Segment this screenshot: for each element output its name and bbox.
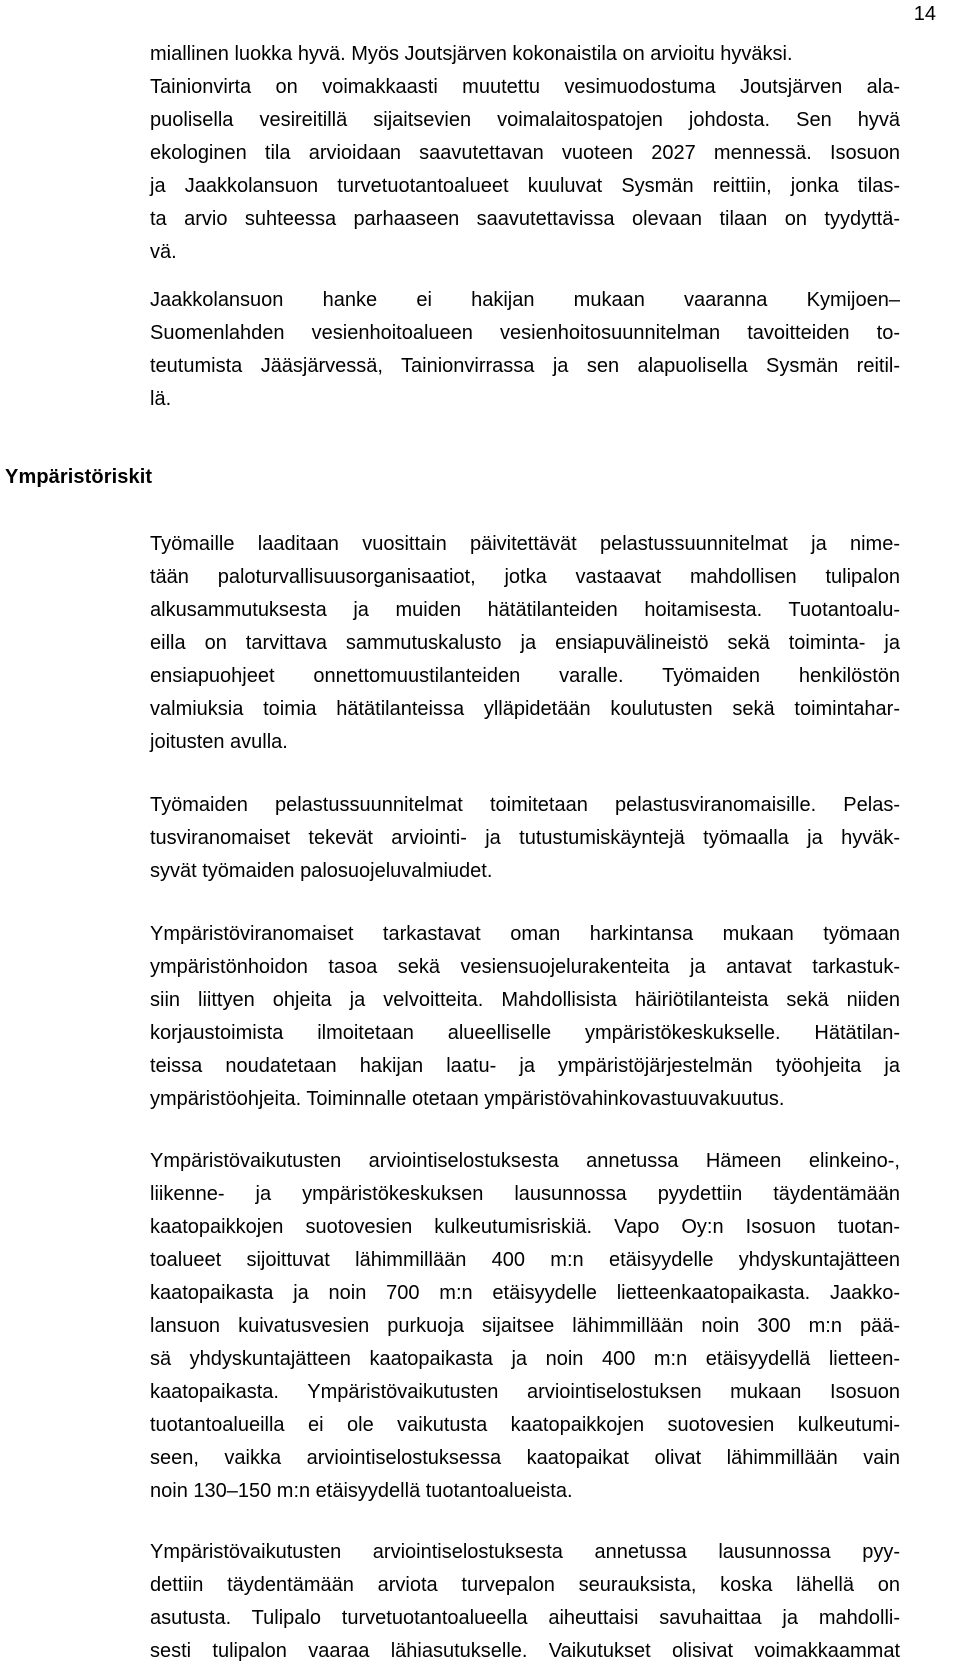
paragraph-landfill-leachate <box>150 1145 900 1508</box>
text-line: ensiapuohjeet onnettomuustilanteiden varalle. Työmaiden henkilöstön <box>150 665 900 687</box>
text-line: teutumista Jääsjärvessä, Tainionvirrassa ja sen alapuolisella Sysmän reitil- <box>150 355 900 377</box>
text-line: vä. <box>150 241 177 263</box>
paragraph-rescue-authorities <box>150 789 900 888</box>
text-line: alkusammutuksesta ja muiden hätätilanteiden hoitamisesta. Tuotantoalu- <box>150 599 900 621</box>
page-number: 14 <box>913 3 936 25</box>
text-line: asutusta. Tulipalo turvetuotantoalueella aiheuttaisi savuhaittaa ja mahdolli- <box>150 1607 900 1629</box>
text-line: Jaakkolansuon hanke ei hakijan mukaan vaaranna Kymijoen– <box>150 289 900 311</box>
text-line: ympäristöohjeita. Toiminnalle otetaan ympäristövahinkovastuuvakuutus. <box>150 1088 785 1110</box>
text-line: noin 130–150 m:n etäisyydellä tuotantoalueista. <box>150 1480 573 1502</box>
text-line: Työmaille laaditaan vuosittain päivitettävät pelastussuunnitelmat ja nime- <box>150 533 900 555</box>
paragraph-water-status <box>150 38 900 269</box>
text-line: miallinen luokka hyvä. Myös Joutsjärven kokonaistila on arvioitu hyväksi. <box>150 43 793 65</box>
text-line: valmiuksia toimia hätätilanteissa ylläpidetään koulutusten sekä toimintahar- <box>150 698 900 720</box>
text-line: Ympäristöviranomaiset tarkastavat oman harkintansa mukaan työmaan <box>150 923 900 945</box>
text-line: joitusten avulla. <box>150 731 288 753</box>
text-line: liikenne- ja ympäristökeskuksen lausunnossa pyydettiin täydentämään <box>150 1183 900 1205</box>
text-line: sä yhdyskuntajätteen kaatopaikasta ja noin 400 m:n etäisyydellä lietteen- <box>150 1348 900 1370</box>
text-line: puolisella vesireitillä sijaitsevien voimalaitospatojen johdosta. Sen hyvä <box>150 109 900 131</box>
text-line: ja Jaakkolansuon turvetuotantoalueet kuuluvat Sysmän reittiin, jonka tilas- <box>150 175 900 197</box>
text-line: tusviranomaiset tekevät arviointi- ja tutustumiskäyntejä työmaalla ja hyväk- <box>150 827 900 849</box>
text-line: tuotantoalueilla ei ole vaikutusta kaatopaikkojen suotovesien kulkeutumi- <box>150 1414 900 1436</box>
text-line: lä. <box>150 388 172 410</box>
text-line: syvät työmaiden palosuojeluvalmiudet. <box>150 860 493 882</box>
section-heading-environmental-risks: Ympäristöriskit <box>5 466 153 488</box>
text-line: kaatopaikkojen suotovesien kulkeutumisriskiä. Vapo Oy:n Isosuon tuotan- <box>150 1216 900 1238</box>
text-line: eilla on tarvittava sammutuskalusto ja ensiapuvälineistö sekä toiminta- ja <box>150 632 900 654</box>
text-line: Ympäristövaikutusten arviointiselostuksesta annetussa lausunnossa pyy- <box>150 1541 900 1563</box>
text-line: teissa noudatetaan hakijan laatu- ja ympäristöjärjestelmän työohjeita ja <box>150 1055 900 1077</box>
paragraph-environmental-authorities <box>150 918 900 1116</box>
text-line: siin liittyen ohjeita ja velvoitteita. Mahdollisista häiriötilanteista sekä niiden <box>150 989 900 1011</box>
text-line: ta arvio suhteessa parhaaseen saavutettavissa olevaan tilaan on tyydyttä- <box>150 208 900 230</box>
text-line: korjaustoimista ilmoitetaan alueelliselle ympäristökeskukselle. Hätätilan- <box>150 1022 900 1044</box>
text-line: Ympäristövaikutusten arviointiselostuksesta annetussa Hämeen elinkeino-, <box>150 1150 900 1172</box>
text-line: kaatopaikasta ja noin 700 m:n etäisyydelle lietteenkaatopaikasta. Jaakko- <box>150 1282 900 1304</box>
text-line: Suomenlahden vesienhoitoalueen vesienhoitosuunnitelman tavoitteiden to- <box>150 322 900 344</box>
text-line: ympäristönhoidon tasoa sekä vesiensuojelurakenteita ja antavat tarkastuk- <box>150 956 900 978</box>
paragraph-peat-fire <box>150 1536 900 1668</box>
text-line: dettiin täydentämään arviota turvepalon seurauksista, koska lähellä on <box>150 1574 900 1596</box>
text-line: ekologinen tila arvioidaan saavutettavan vuoteen 2027 mennessä. Isosuon <box>150 142 900 164</box>
text-line: seen, vaikka arviointiselostuksessa kaatopaikat olivat lähimmillään vain <box>150 1447 900 1469</box>
text-line: kaatopaikasta. Ympäristövaikutusten arviointiselostuksen mukaan Isosuon <box>150 1381 900 1403</box>
paragraph-water-management-plan <box>150 284 900 416</box>
text-line: Tainionvirta on voimakkaasti muutettu vesimuodostuma Joutsjärven ala- <box>150 76 900 98</box>
text-line: Työmaiden pelastussuunnitelmat toimitetaan pelastusviranomaisille. Pelas- <box>150 794 900 816</box>
text-line: tään paloturvallisuusorganisaatiot, jotka vastaavat mahdollisen tulipalon <box>150 566 900 588</box>
text-line: toalueet sijoittuvat lähimmillään 400 m:n etäisyydelle yhdyskuntajätteen <box>150 1249 900 1271</box>
text-line: sesti tulipalon vaaraa lähiasutukselle. Vaikutukset olisivat voimakkaammat <box>150 1640 900 1662</box>
paragraph-rescue-plans <box>150 528 900 759</box>
text-line: lansuon kuivatusvesien purkuoja sijaitsee lähimmillään noin 300 m:n pää- <box>150 1315 900 1337</box>
